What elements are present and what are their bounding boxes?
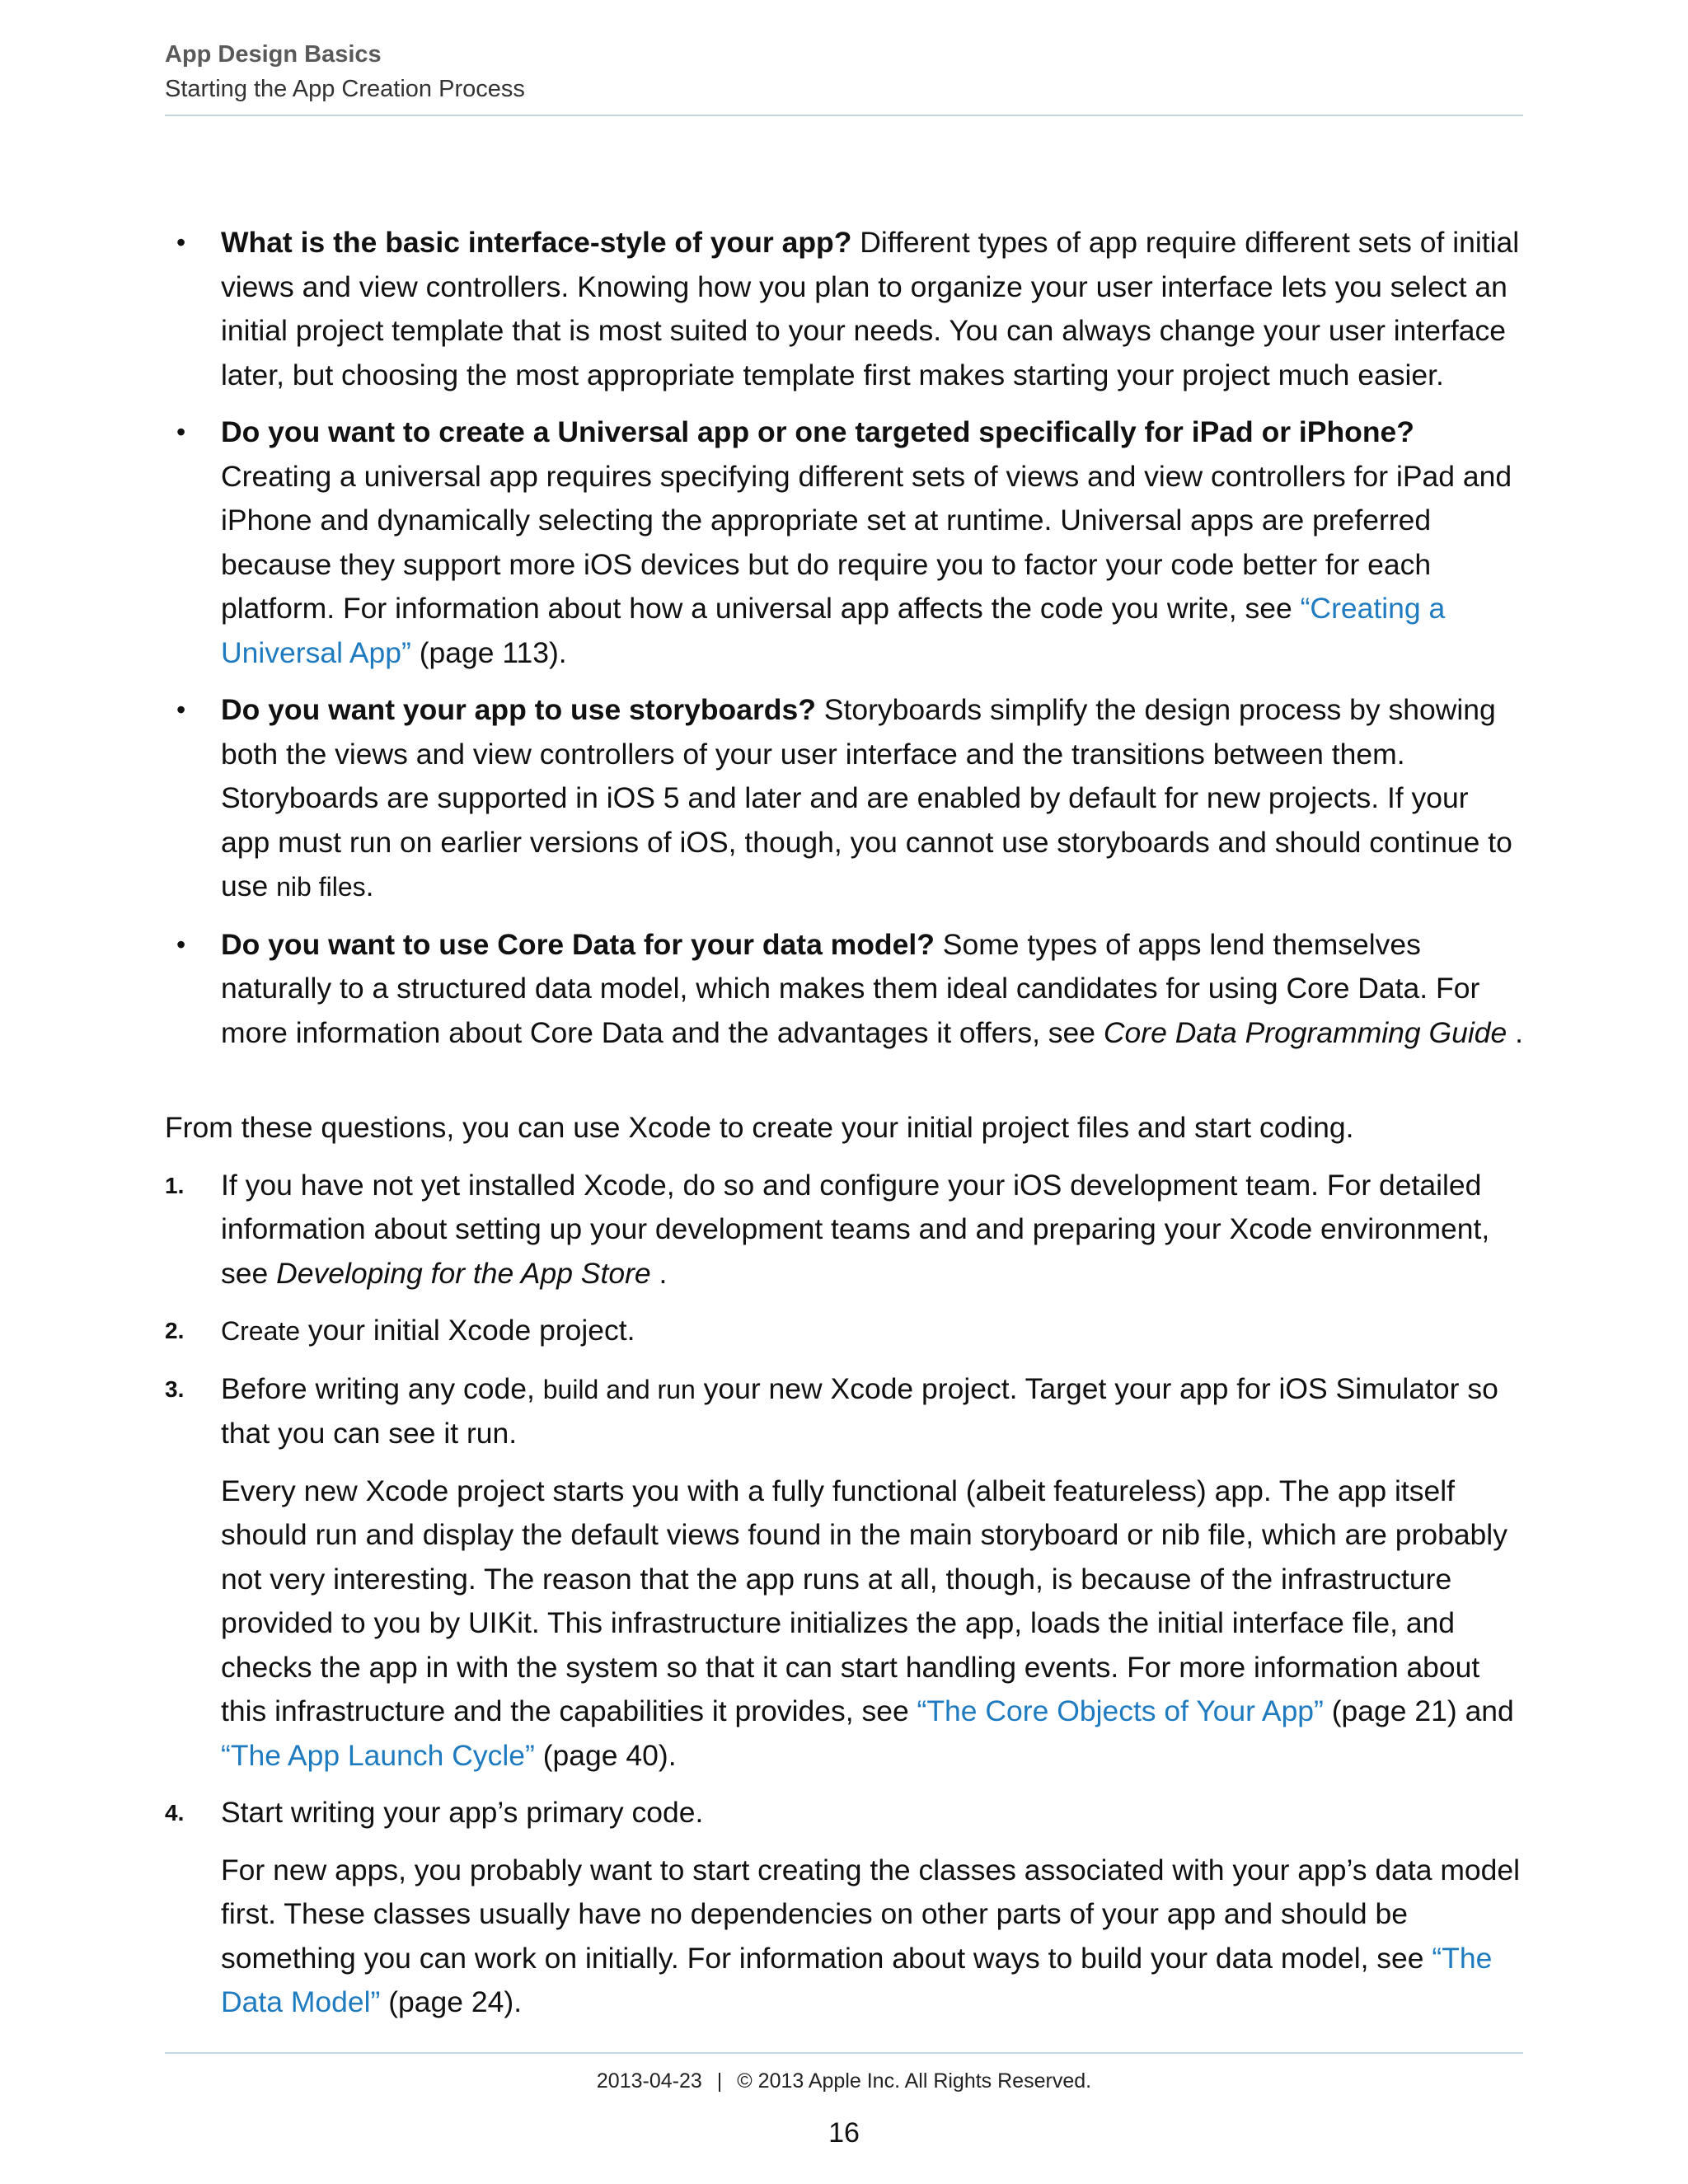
bullet-icon: • (176, 929, 186, 959)
header-divider (165, 115, 1523, 116)
intro-paragraph: From these questions, you can use Xcode to create your initial project files and start coding. (165, 1111, 1354, 1144)
page-reference: (page 113). (410, 635, 567, 669)
page-footer (165, 2067, 1523, 2095)
trailing-punctuation: . (365, 869, 374, 902)
step-number: 4. (165, 1800, 185, 1825)
footer-divider (165, 2052, 1523, 2054)
question-text: What is the basic interface-style of your app? (221, 226, 852, 259)
step-text: your new Xcode project. Target your app for iOS Simulator so that you can see it run. (221, 1371, 1498, 1450)
data-model-link[interactable]: “The Data Model” (221, 1941, 1493, 2018)
term-text: nib files (276, 872, 366, 902)
page-number: 16 (828, 2117, 860, 2149)
page-reference: (page 24). (380, 1985, 523, 2018)
step-text: If you have not yet installed Xcode, do so and configure your iOS development team. For detailed information about setting up your development teams and and preparing your Xcode environment, see (221, 1168, 1490, 1290)
universal-app-link[interactable]: “Creating a Universal App” (221, 592, 1446, 669)
trailing-punctuation: . (1507, 1015, 1523, 1049)
list-item (165, 923, 1523, 1056)
step-number: 3. (165, 1376, 185, 1402)
chapter-title: App Design Basics (165, 41, 382, 68)
doc-title: Developing for the App Store (276, 1256, 651, 1290)
step-text: your initial Xcode project. (300, 1314, 635, 1347)
paragraph-text: For new apps, you probably want to start creating the classes associated with your app’s data model first. These classes usually have no dependencies on other parts of your app and should be something you can work on initially. For information about ways to build your data model, see (221, 1853, 1521, 1975)
step-paragraph (221, 1469, 1523, 1779)
doc-title: Core Data Programming Guide (1103, 1015, 1507, 1049)
answer-text: Creating a universal app requires specifying different sets of views and view controllers for iPad and iPhone and dynamically selecting the appropriate set at runtime. Universal apps are preferred because they support more iOS devices but do require you to factor your code better for each platform. For information about how a universal app affects the code you write, see (221, 459, 1512, 625)
page-content (165, 221, 1523, 2038)
trailing-punctuation: . (650, 1256, 668, 1290)
list-item (165, 1164, 1523, 1296)
publication-date: 2013-04-23 (596, 2069, 702, 2093)
paragraph-text: Every new Xcode project starts you with a fully functional (albeit featureless) app. The app itself should run and display the default views found in the main storyboard or nib file, which are probably not very interesting. The reason that the app runs at all, though, is because of the infrastructure provided to you by UIKit. This infrastructure initializes the app, loads the initial interface file, and checks the app in with the system so that it can start handling events. For more information about this infrastructure and the capabilities it provides, see (221, 1474, 1507, 1727)
section-title: Starting the App Creation Process (165, 76, 525, 102)
answer-text: Different types of app require different sets of initial views and view controllers. Knowing how you plan to organize your user interface lets you select an initial project template that is most suited to your needs. You can always change your user interface later, but choosing the most appropriate template first makes starting your project much easier. (221, 226, 1520, 391)
question-text: Do you want your app to use storyboards? (221, 693, 816, 726)
step-number: 1. (165, 1172, 185, 1198)
list-item (165, 1367, 1523, 1779)
step-text-prefix: Before writing any code, (221, 1371, 543, 1405)
list-item (165, 221, 1523, 397)
term-text: Create (221, 1316, 301, 1346)
step-paragraph (221, 1849, 1523, 2025)
bullet-icon: • (176, 417, 186, 447)
copyright-notice: © 2013 Apple Inc. All Rights Reserved. (737, 2069, 1092, 2093)
answer-text: Some types of apps lend themselves naturally to a structured data model, which makes them ideal candidates for using Core Data. For more information about Core Data and the advantages it offers, see (221, 927, 1480, 1049)
question-text: Do you want to use Core Data for your data model? (221, 927, 935, 961)
term-text: build and run (542, 1374, 696, 1404)
list-item (165, 688, 1523, 910)
list-item (165, 1309, 1523, 1354)
bullet-icon: • (176, 227, 186, 257)
bullet-icon: • (176, 695, 186, 724)
list-item (165, 410, 1523, 675)
steps-list (165, 1164, 1523, 2025)
page-reference: (page 21) and (1323, 1694, 1514, 1727)
question-text: Do you want to create a Universal app or one targeted specifically for iPad or iPhone? (221, 415, 1414, 448)
page-header (165, 38, 1523, 105)
footer-separator: | (716, 2069, 723, 2093)
answer-text: Storyboards simplify the design process by showing both the views and view controllers of your user interface and the transitions between them. Storyboards are supported in iOS 5 and later and are enabled by default for new projects. If your app must run on earlier versions of iOS, though, you cannot use storyboards and should continue to use (221, 693, 1512, 902)
app-launch-cycle-link[interactable]: “The App Launch Cycle” (221, 1738, 535, 1772)
step-number: 2. (165, 1318, 185, 1343)
step-text: Start writing your app’s primary code. (221, 1796, 704, 1829)
step-lead (221, 1367, 1523, 1456)
question-list (165, 221, 1523, 1055)
list-item (165, 1791, 1523, 2025)
page-reference: (page 40). (534, 1738, 677, 1772)
core-objects-link[interactable]: “The Core Objects of Your App” (917, 1694, 1324, 1727)
